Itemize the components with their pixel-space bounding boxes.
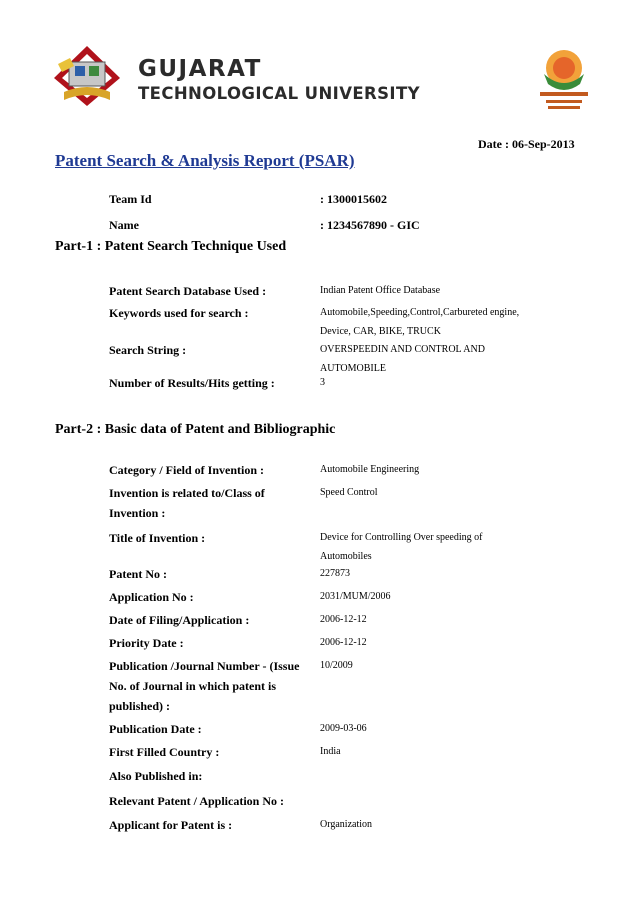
field-label: Relevant Patent / Application No :	[109, 794, 284, 808]
university-name-line1: GUJARAT	[138, 56, 262, 82]
page-header	[0, 0, 638, 130]
field-label: Applicant for Patent is :	[109, 818, 233, 832]
team-id-label: Team Id	[109, 192, 152, 206]
field-label: Priority Date :	[109, 636, 184, 650]
field-value: India	[320, 746, 341, 757]
field-value: 2031/MUM/2006	[320, 591, 391, 602]
field-value: 10/2009	[320, 660, 353, 671]
swarnim-gujarat-logo-icon	[526, 40, 602, 116]
field-label: Title of Invention :	[109, 531, 206, 545]
field-label: First Filled Country :	[109, 745, 220, 759]
field-label: Category / Field of Invention :	[109, 463, 264, 477]
field-label: Invention is related to/Class of Invention :	[109, 486, 265, 520]
field-label: Search String :	[109, 343, 187, 357]
field-value: 3	[320, 377, 325, 388]
university-name-line2: TECHNOLOGICAL UNIVERSITY	[138, 84, 420, 103]
field-value: Indian Patent Office Database	[320, 285, 441, 296]
part1-heading: Part-1 : Patent Search Technique Used	[55, 239, 287, 254]
field-value: Speed Control	[320, 487, 378, 498]
team-name-value: : 1234567890 - GIC	[320, 218, 420, 232]
report-title: Patent Search & Analysis Report (PSAR)	[55, 151, 355, 170]
field-label: Patent Search Database Used :	[109, 284, 267, 298]
field-label: Publication Date :	[109, 722, 202, 736]
field-value: OVERSPEEDIN AND CONTROL AND AUTOMOBILE	[320, 344, 485, 374]
field-label: Keywords used for search :	[109, 306, 249, 320]
field-label: Also Published in:	[109, 769, 203, 783]
report-date: Date : 06-Sep-2013	[478, 137, 575, 151]
gtu-emblem-icon	[52, 44, 122, 108]
field-value: Organization	[320, 819, 373, 830]
field-value: Device for Controlling Over speeding of Automobiles	[320, 532, 483, 562]
field-value: Automobile,Speeding,Control,Carbureted engine, Device, CAR, BIKE, TRUCK	[320, 307, 520, 337]
field-label: Application No :	[109, 590, 194, 604]
team-name-label: Name	[109, 218, 139, 232]
field-label: Number of Results/Hits getting :	[109, 376, 275, 390]
field-value: 2006-12-12	[320, 637, 367, 648]
team-id-value: : 1300015602	[320, 192, 387, 206]
field-value: 2006-12-12	[320, 614, 367, 625]
field-value: 227873	[320, 568, 350, 579]
field-label: Publication /Journal Number - (Issue No. of Journal in which patent is published) :	[109, 659, 300, 713]
field-label: Date of Filing/Application :	[109, 613, 250, 627]
field-value: 2009-03-06	[320, 723, 367, 734]
field-value: Automobile Engineering	[320, 464, 420, 475]
field-label: Patent No :	[109, 567, 167, 581]
part2-heading: Part-2 : Basic data of Patent and Bibliographic	[55, 422, 336, 437]
